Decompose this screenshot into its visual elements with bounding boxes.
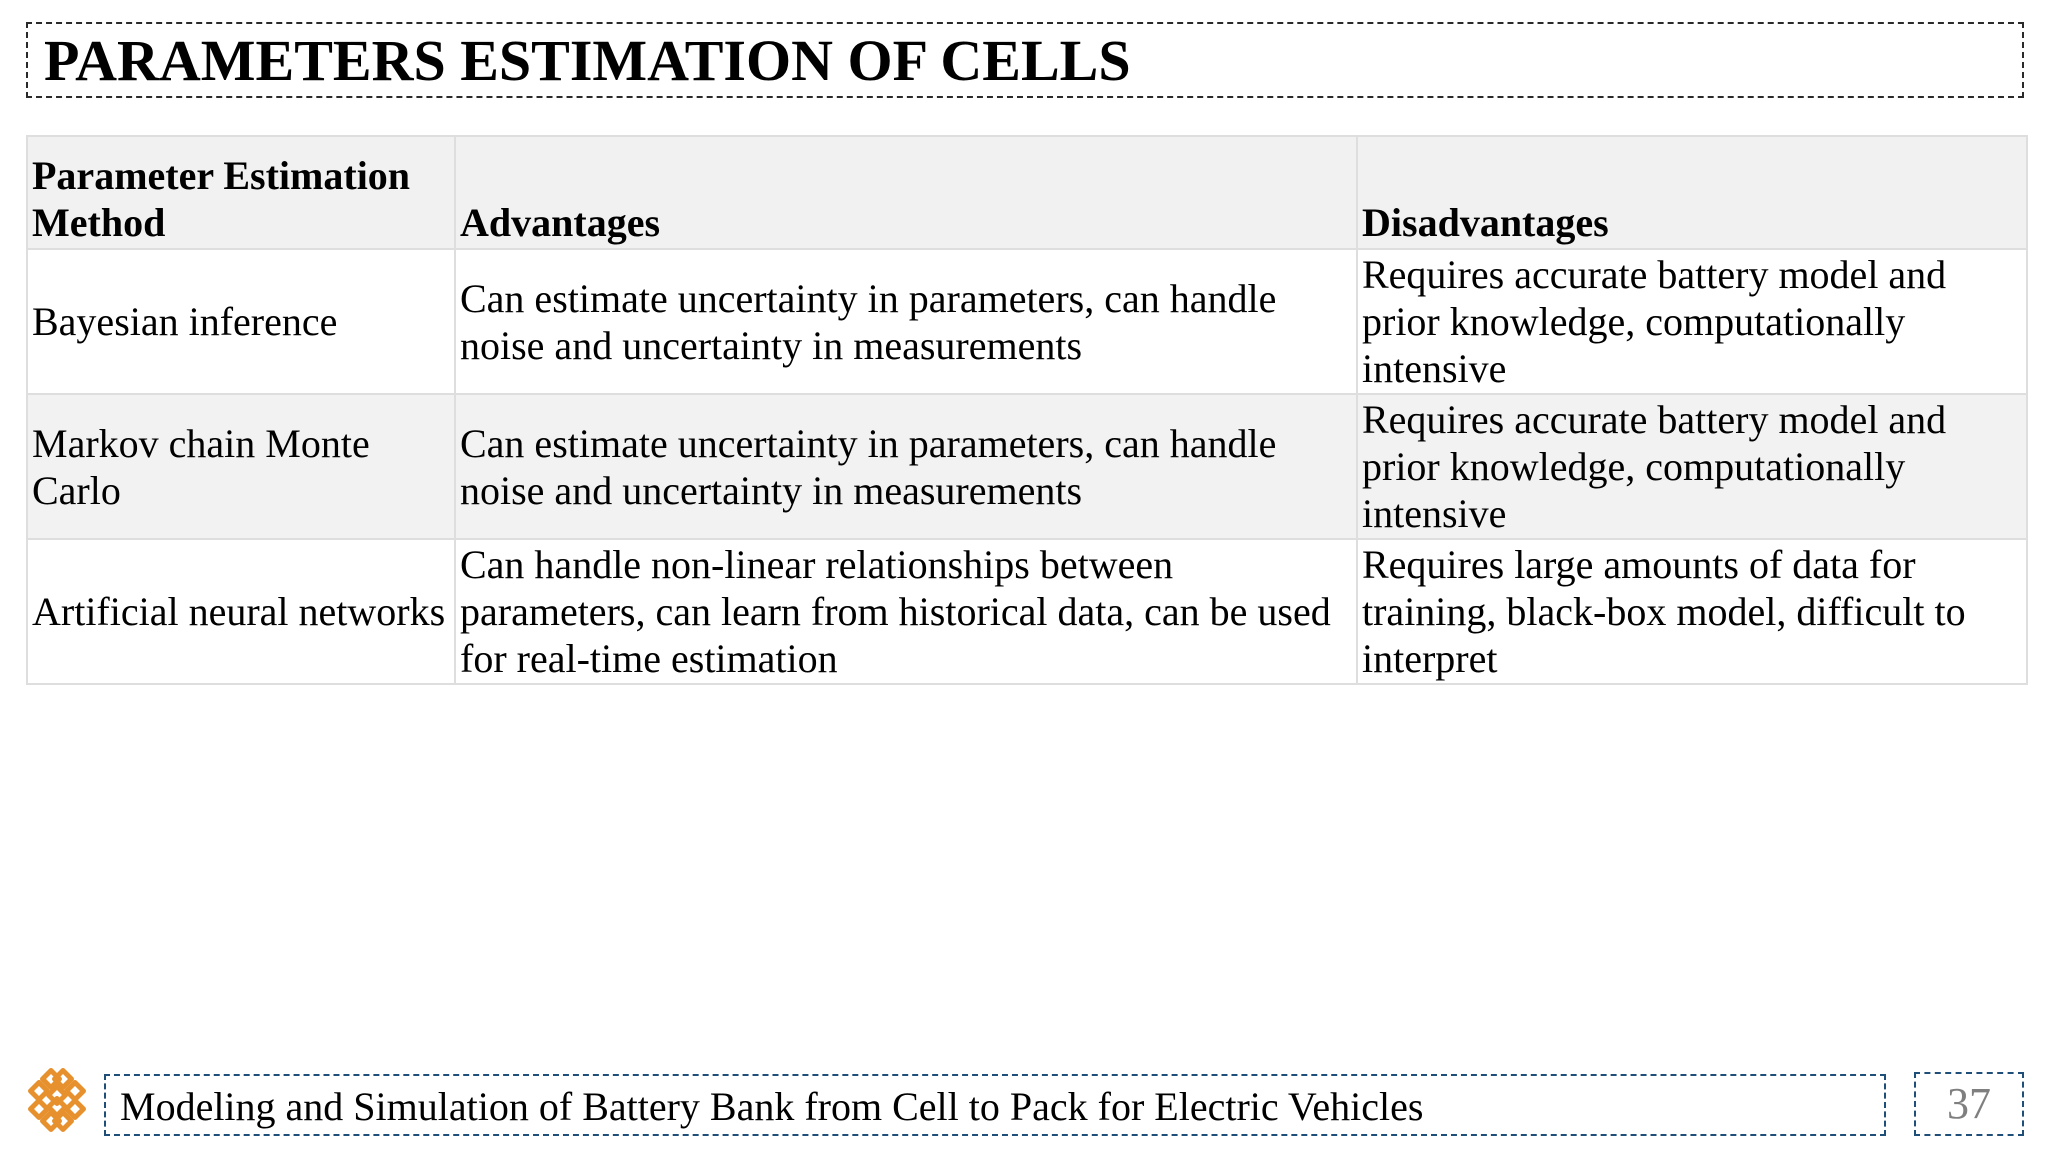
footer-presentation-title: Modeling and Simulation of Battery Bank from Cell to Pack for Electric Vehicles [120,1084,1424,1129]
advantages-cell: Can estimate uncertainty in parameters, can handle noise and uncertainty in measurements [455,249,1357,394]
method-cell: Markov chain Monte Carlo [27,394,455,539]
page-number-box [1914,1072,2024,1136]
disadvantages-cell: Requires large amounts of data for training, black-box model, difficult to interpret [1357,539,2027,684]
advantages-cell: Can handle non-linear relationships between parameters, can learn from historical data, can be used for real-time estimation [455,539,1357,684]
page-number: 37 [1947,1079,1991,1128]
slide-title: PARAMETERS ESTIMATION OF CELLS [44,28,1131,93]
table-row [27,394,2027,539]
endless-knot-logo-icon [24,1068,90,1134]
header-advantages: Advantages [455,136,1357,249]
disadvantages-cell: Requires accurate battery model and prior knowledge, computationally intensive [1357,249,2027,394]
table-header-row [27,136,2027,249]
parameter-estimation-table [26,135,2028,685]
method-cell: Bayesian inference [27,249,455,394]
table-row [27,539,2027,684]
footer-box [104,1074,1886,1136]
header-disadvantages: Disadvantages [1357,136,2027,249]
slide-title-box [26,22,2024,98]
disadvantages-cell: Requires accurate battery model and prior knowledge, computationally intensive [1357,394,2027,539]
header-method: Parameter Estimation Method [27,136,455,249]
advantages-cell: Can estimate uncertainty in parameters, can handle noise and uncertainty in measurements [455,394,1357,539]
table-row [27,249,2027,394]
method-cell: Artificial neural networks [27,539,455,684]
